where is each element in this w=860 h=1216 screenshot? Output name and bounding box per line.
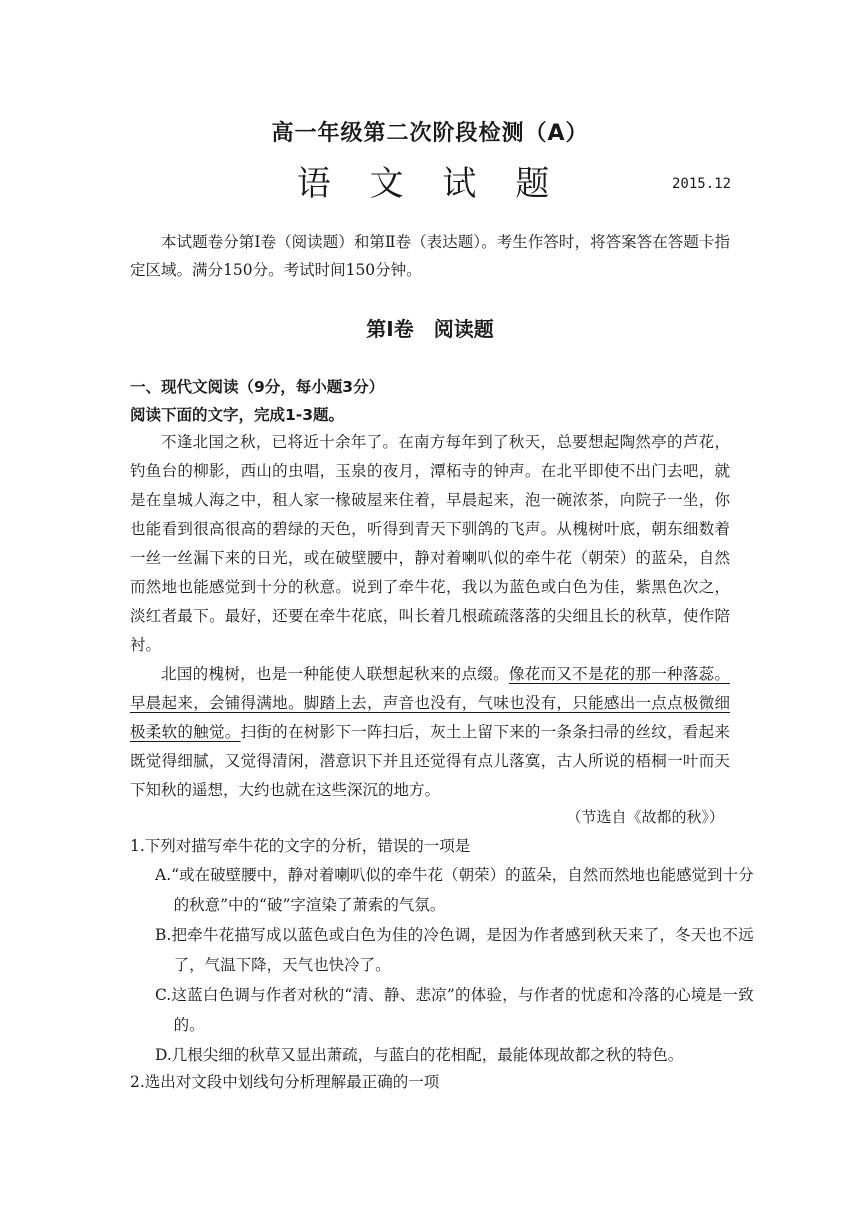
question-1-option-a: A.“或在破壁腰中，静对着喇叭似的牵牛花（朝荣）的蓝朵，自然而然地也能感觉到十分的秋意”中的“破”字渲染了萧索的气氛。 — [155, 866, 754, 914]
reading-instruction: 阅读下面的文字，完成1-3题。 — [130, 406, 345, 424]
exam-title: 高一年级第二次阶段检测（A） — [271, 121, 589, 146]
passage-p2-start: 北国的槐树，也是一种能使人联想起秋来的点缀。 — [161, 665, 509, 683]
exam-date: 2015.12 — [672, 176, 732, 192]
question-1: 1.下列对描写牵牛花的文字的分析，错误的一项是 — [130, 837, 471, 855]
exam-instructions: 本试题卷分第Ⅰ卷（阅读题）和第Ⅱ卷（表达题）。考生作答时，将答案答在答题卡指定区域。满分150分。考试时间150分钟。 — [130, 233, 730, 279]
part-heading: 一、现代文阅读（9分，每小题3分） — [130, 378, 385, 396]
section-title: 第Ⅰ卷 阅读题 — [366, 317, 494, 341]
passage-p2-end: 扫街的在树影下一阵扫后，灰土上留下来的一条条扫帚的丝纹，看起来既觉得细腻，又觉得清闲，潜意识下并且还觉得有点儿落寞，古人所说的梧桐一叶而天下知秋的遥想，大约也就在这些深沉的地方。 — [130, 723, 730, 799]
passage-paragraph-1: 不逢北国之秋，已将近十余年了。在南方每年到了秋天，总要想起陶然亭的芦花，钓鱼台的柳影，西山的虫唱，玉泉的夜月，潭柘寺的钟声。在北平即使不出门去吧，就是在皇城人海之中，租人家一椽破屋来住着，早晨起来，泡一碗浓茶，向院子一坐，你也能看到很高很高的碧绿的天色，听得到青天下驯鸽的飞声。从槐树叶底，朝东细数着一丝一丝漏下来的日光，或在破壁腰中，静对着喇叭似的牵牛花（朝荣）的蓝朵，自然而然地也能感觉到十分的秋意。说到了牵牛花，我以为蓝色或白色为佳，紫黑色次之，淡红者最下。最好，还要在牵牛花底，叫长着几根疏疏落落的尖细且长的秋草，使作陪衬。 — [130, 433, 730, 654]
underlined-sentence: 像花而又不是花的那一种落蕊。早晨起来，会铺得满地。脚踏上去，声音也没有，气味也没有，只能感出一点点极微细极柔软的触觉。 — [130, 665, 730, 741]
passage-source: （节选自《故都的秋》） — [566, 808, 724, 826]
passage-paragraph-2 — [130, 660, 730, 805]
question-1-option-d: D.几根尖细的秋草又显出萧疏，与蓝白的花相配，最能体现故都之秋的特色。 — [155, 1046, 684, 1064]
question-1-option-c: C.这蓝白色调与作者对秋的“清、静、悲凉”的体验，与作者的忧虑和冷落的心境是一致的。 — [155, 986, 754, 1034]
subject-title: 语 文 试 题 — [296, 164, 564, 204]
question-2: 2.选出对文段中划线句分析理解最正确的一项 — [130, 1073, 440, 1091]
question-1-option-b: B.把牵牛花描写成以蓝色或白色为佳的冷色调，是因为作者感到秋天来了，冬天也不远了，气温下降，天气也快冷了。 — [155, 926, 754, 974]
